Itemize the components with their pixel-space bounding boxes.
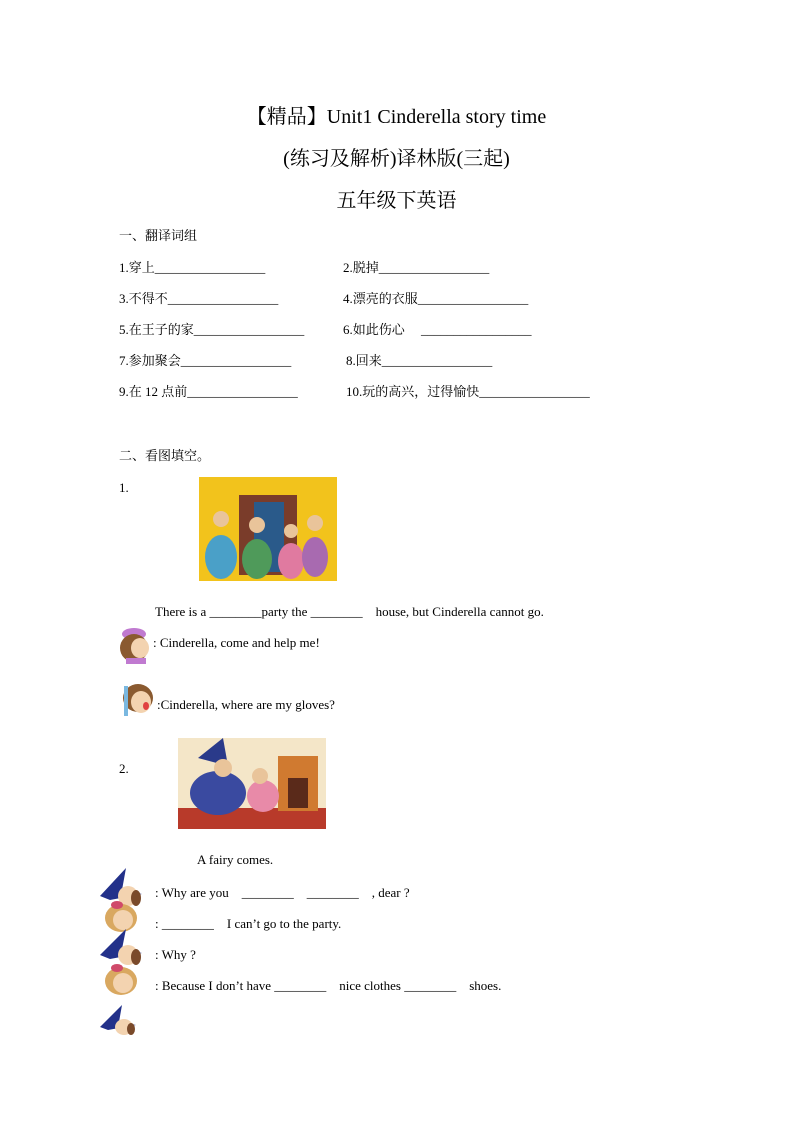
question-2-number: 2. — [119, 761, 129, 776]
stepsister-avatar-icon — [118, 626, 154, 664]
section1-heading: 一、翻译词组 — [119, 228, 198, 243]
translate-item-1: 1.穿上_________________ — [119, 260, 266, 275]
question-1-number: 1. — [119, 480, 129, 495]
translate-item-2: 2.脱掉_________________ — [343, 260, 490, 275]
translate-item-6: 6.如此伤心 _________________ — [343, 322, 532, 337]
fairy-avatar-icon — [100, 929, 142, 965]
translate-item-7: 7.参加聚会_________________ — [119, 353, 292, 368]
translate-item-3: 3.不得不_________________ — [119, 291, 279, 306]
stepsisters-picture — [199, 477, 337, 581]
page-title-line-3: 五年级下英语 — [336, 190, 457, 212]
fairy-cinderella-picture — [178, 738, 326, 829]
page-title-line-2: (练习及解析)译林版(三起) — [283, 148, 510, 170]
translate-item-8: 8.回来_________________ — [346, 353, 493, 368]
cinderella-avatar-icon — [103, 963, 139, 997]
translate-item-5: 5.在王子的家_________________ — [119, 322, 305, 337]
dialogue-1-line-2: :Cinderella, where are my gloves? — [157, 697, 335, 712]
page-title-line-1: 【精品】Unit1 Cinderella story time — [246, 106, 547, 128]
translate-item-4: 4.漂亮的衣服_________________ — [343, 291, 529, 306]
translate-item-9: 9.在 12 点前_________________ — [119, 384, 298, 399]
dialogue-2-line-3: : Why ? — [155, 947, 196, 962]
dialogue-2-line-2: : ________ I can’t go to the party. — [155, 916, 342, 931]
stepsister-avatar-icon — [118, 682, 158, 719]
dialogue-2-line-1: : Why are you ________ ________ , dear ? — [155, 885, 410, 900]
translate-item-10: 10.玩的高兴，过得愉快_________________ — [346, 384, 590, 399]
dialogue-2-line-4: : Because I don’t have ________ nice clothes ________ shoes. — [155, 978, 502, 993]
question-1-sentence: There is a ________party the ________ house, but Cinderella cannot go. — [155, 604, 544, 619]
section2-heading: 二、看图填空。 — [119, 448, 211, 463]
dialogue-1-line-1: : Cinderella, come and help me! — [153, 635, 320, 650]
question-2-sentence: A fairy comes. — [197, 852, 274, 867]
fairy-avatar-icon — [100, 1005, 136, 1035]
